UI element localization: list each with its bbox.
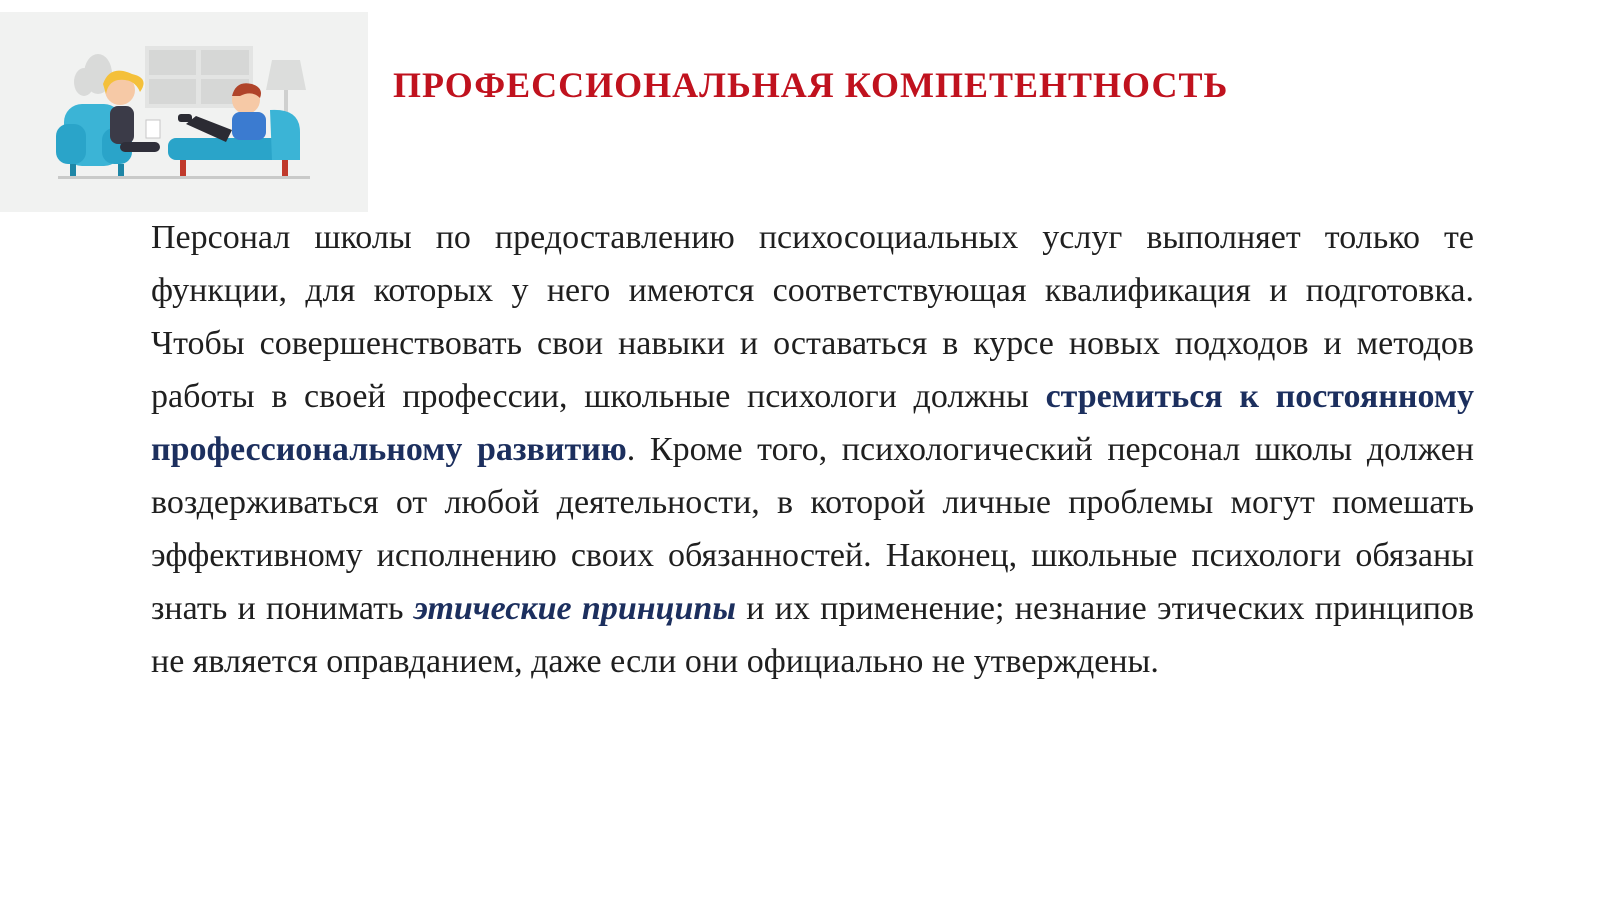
- body-text-part-2: . Кроме того, психологический персонал школы должен воздерживаться от любой деятельности, в которой личные проблемы могут помешать эффективному исполнению своих обязанностей. Наконец, школьные психологи обязаны знать и понимать: [151, 431, 1474, 627]
- body-paragraph: [151, 211, 1474, 688]
- psychologist-session-illustration-icon: [0, 12, 368, 212]
- body-text-part-3: и их применение; незнание этических принципов не является оправданием, даже если они официально не утверждены.: [151, 590, 1475, 680]
- highlight-ethical-principles: этические принципы: [413, 590, 736, 627]
- body-text-part-1: Персонал школы по предоставлению психосоциальных услуг выполняет только те функции, для которых у него имеются соответствующая квалификация и подготовка. Чтобы совершенствовать свои навыки и оставаться в курсе новых подходов и методов работы в своей профессии, школьные психологи должны: [151, 219, 1474, 415]
- highlight-professional-development: стремиться к постоянному профессиональному развитию: [151, 378, 1474, 468]
- slide-title: ПРОФЕССИОНАЛЬНАЯ КОМПЕТЕНТНОСТЬ: [393, 65, 1229, 105]
